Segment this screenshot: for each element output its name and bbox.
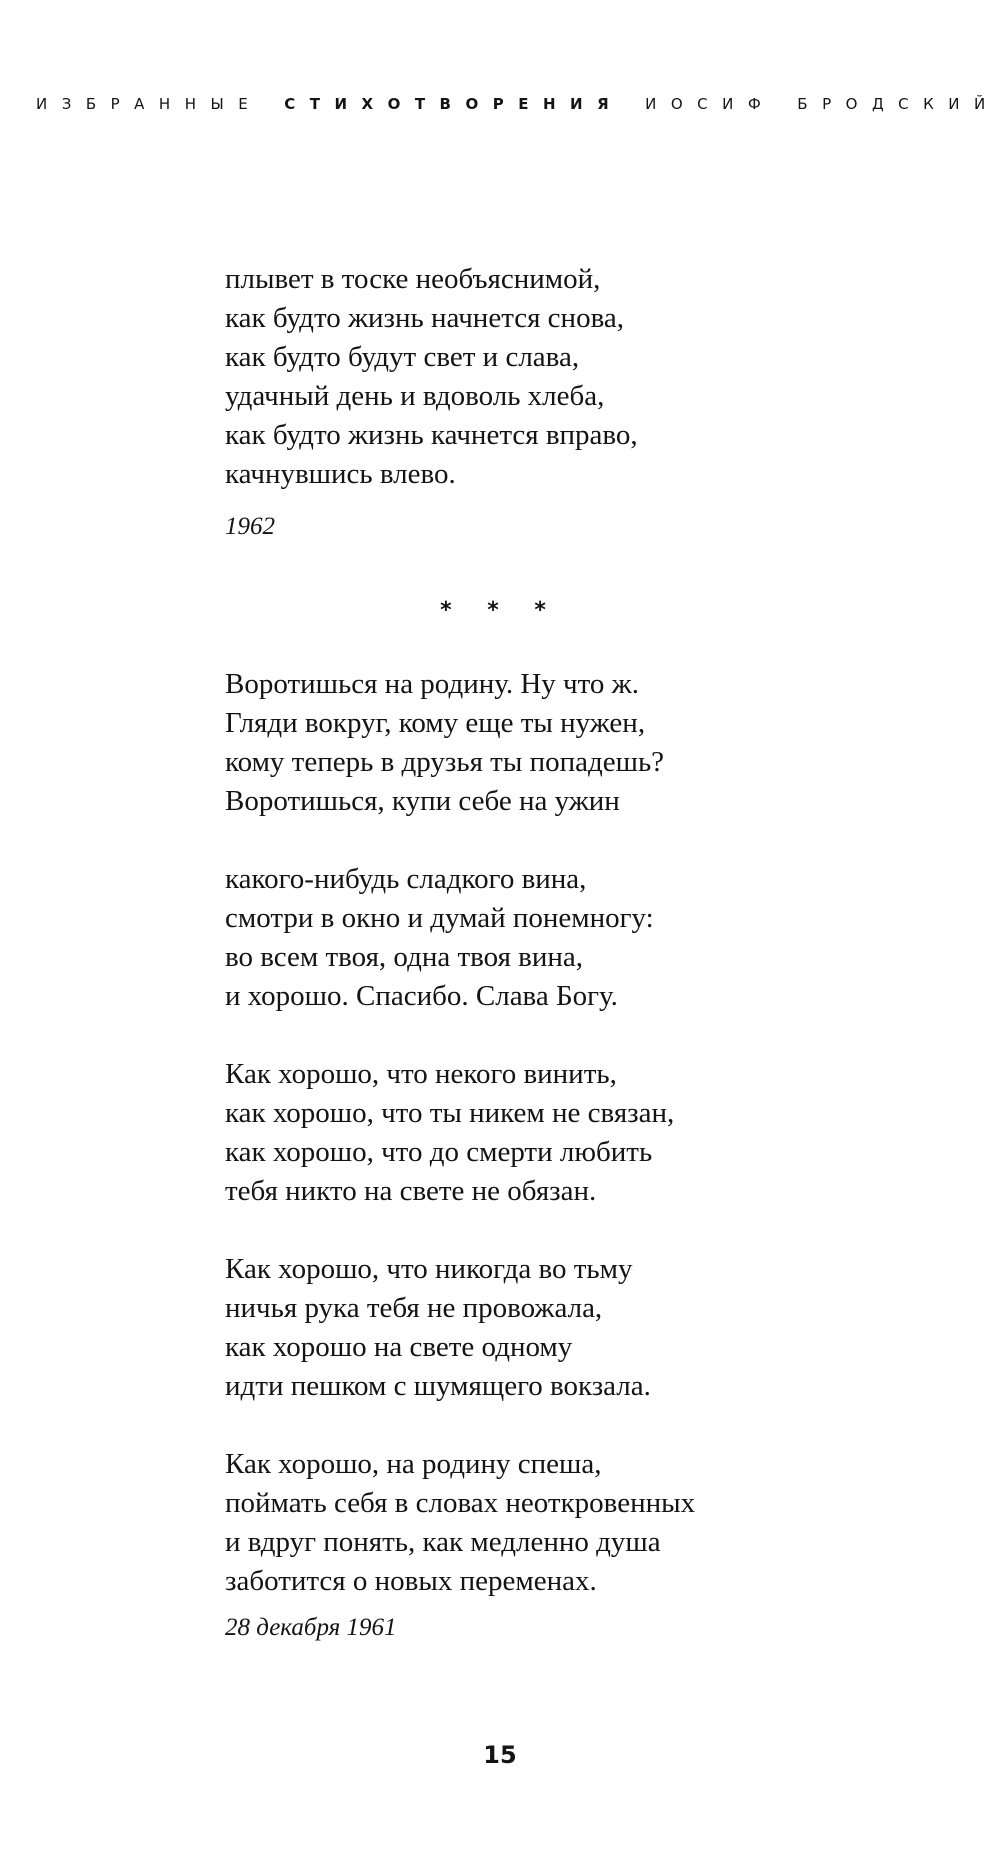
- poem-line: как будто будут свет и слава,: [225, 341, 580, 373]
- poem-line: как будто жизнь качнется вправо,: [225, 419, 638, 451]
- poem-line: как хорошо, что ты никем не связан,: [225, 1097, 675, 1129]
- running-head: [36, 93, 1000, 115]
- poem-line: как будто жизнь начнется снова,: [225, 302, 625, 334]
- stanza: [225, 1055, 695, 1211]
- poem-line: Воротишься, купи себе на ужин: [225, 785, 620, 817]
- poem-line: кому теперь в друзья ты попадешь?: [225, 746, 665, 778]
- running-head-first-name: ИОСИФ: [645, 95, 776, 113]
- poem-line: Как хорошо, на родину спеша,: [225, 1448, 602, 1480]
- poem-line: Гляди вокруг, кому еще ты нужен,: [225, 707, 646, 739]
- poem-line: поймать себя в словах неоткровенных: [225, 1487, 696, 1519]
- stanza: [225, 1250, 695, 1406]
- poem-line: Как хорошо, что некого винить,: [225, 1058, 617, 1090]
- poem-line: во всем твоя, одна твоя вина,: [225, 941, 584, 973]
- poem-line: удачный день и вдоволь хлеба,: [225, 380, 605, 412]
- section-separator: * * *: [440, 598, 560, 623]
- poem-line: Воротишься на родину. Ну что ж.: [225, 668, 639, 700]
- page-number: 15: [483, 1741, 517, 1769]
- stanza: [225, 665, 695, 821]
- previous-poem-ending: [225, 260, 638, 494]
- running-head-poems: СТИХОТВОРЕНИЯ: [284, 95, 624, 113]
- previous-poem-date: 1962: [225, 513, 275, 540]
- poem-line: смотри в окно и думай понемногу:: [225, 902, 654, 934]
- poem-line: и хорошо. Спасибо. Слава Богу.: [225, 980, 618, 1012]
- running-head-last-name: БРОДСКИЙ: [797, 95, 1000, 113]
- poem-line: тебя никто на свете не обязан.: [225, 1175, 597, 1207]
- stanza: [225, 1445, 695, 1601]
- poem-line: качнувшись влево.: [225, 458, 456, 490]
- poem-line: плывет в тоске необъяснимой,: [225, 263, 601, 295]
- poem-body: [225, 665, 695, 1601]
- poem-line: как хорошо, что до смерти любить: [225, 1136, 653, 1168]
- running-head-selected: ИЗБРАННЫЕ: [36, 95, 263, 113]
- poem-line: какого-нибудь сладкого вина,: [225, 863, 587, 895]
- poem-date: 28 декабря 1961: [225, 1614, 397, 1641]
- poem-line: идти пешком с шумящего вокзала.: [225, 1370, 651, 1402]
- poem-line: Как хорошо, что никогда во тьму: [225, 1253, 633, 1285]
- poem-line: заботится о новых переменах.: [225, 1565, 597, 1597]
- stanza: [225, 860, 695, 1016]
- poem-line: как хорошо на свете одному: [225, 1331, 573, 1363]
- poem-line: ничья рука тебя не провожала,: [225, 1292, 603, 1324]
- poem-line: и вдруг понять, как медленно душа: [225, 1526, 661, 1558]
